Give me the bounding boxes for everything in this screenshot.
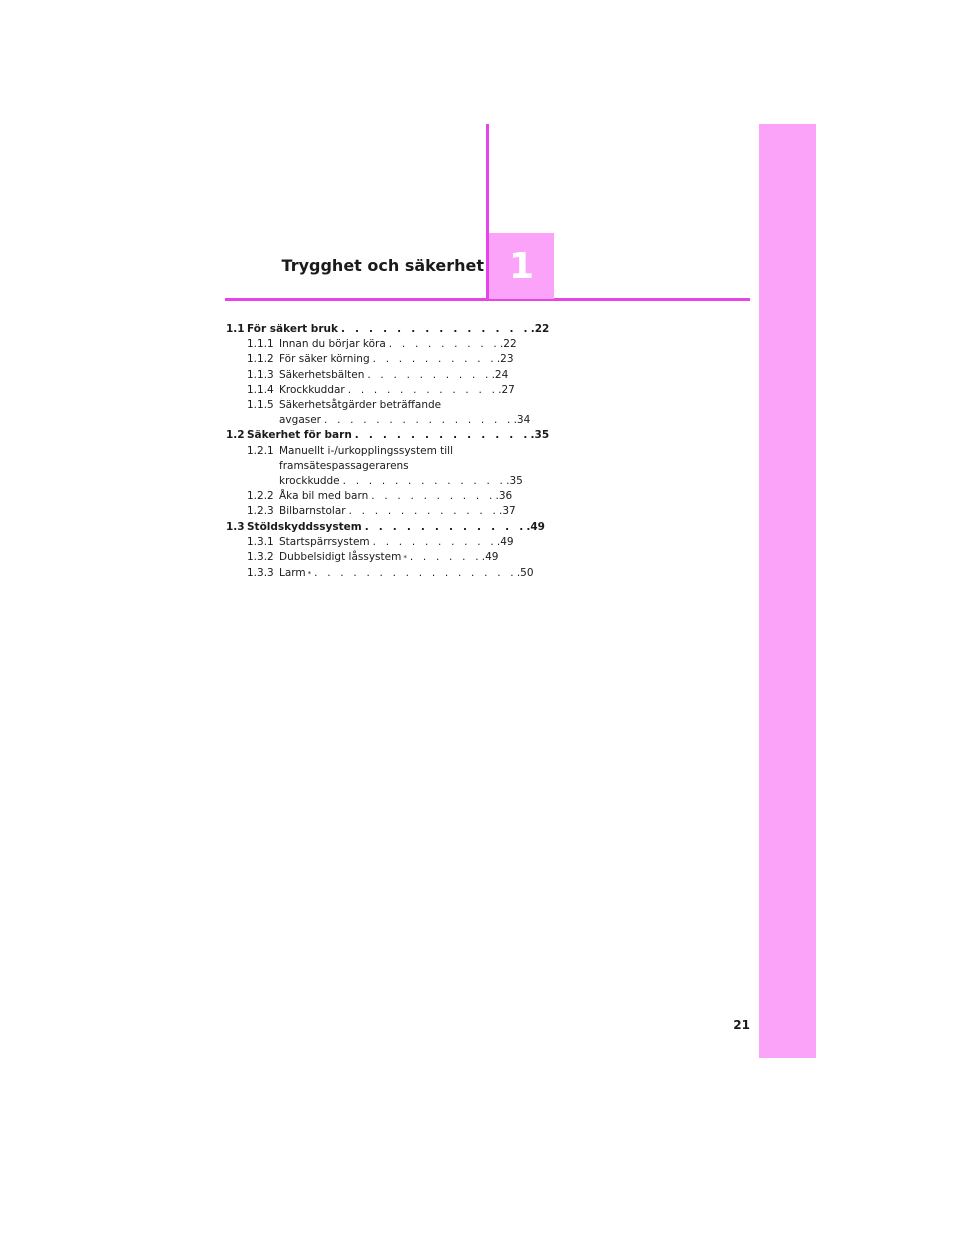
toc-entry-1-2-2[interactable] bbox=[226, 489, 513, 504]
toc-entry-1-1-3[interactable] bbox=[226, 368, 509, 383]
toc-entry-1-3-1[interactable] bbox=[226, 535, 514, 550]
toc-entry-1-2-1-line2: framsätespassagerarens bbox=[279, 459, 409, 472]
toc-page: .37 bbox=[498, 505, 516, 518]
toc-leader: . . . . . . . . . . . . bbox=[364, 520, 527, 533]
toc-entry-1-1-1[interactable] bbox=[226, 337, 517, 352]
toc-page: .35 bbox=[506, 475, 523, 488]
toc-page: .49 bbox=[481, 551, 499, 564]
toc-leader: . . . . . . . . . . bbox=[371, 490, 496, 503]
toc-page: .35 bbox=[530, 429, 550, 442]
toc-page: .36 bbox=[495, 490, 513, 503]
toc-number: 1.2 bbox=[226, 429, 245, 442]
toc-leader: . . . . . . bbox=[409, 551, 482, 564]
toc-page: .49 bbox=[496, 535, 514, 548]
toc-leader: . . . . . . . . . . . . . bbox=[342, 475, 507, 488]
toc-number: 1.1.2 bbox=[247, 353, 274, 366]
toc-number: 1.2.2 bbox=[247, 490, 274, 503]
toc-label: Innan du börjar köra bbox=[279, 338, 386, 351]
toc-label: avgaser bbox=[279, 414, 321, 427]
toc-number: 1.3 bbox=[226, 520, 245, 533]
toc-page: .49 bbox=[526, 520, 545, 533]
chapter-number-box bbox=[489, 233, 554, 299]
toc-label: Säkerhet för barn bbox=[247, 429, 352, 442]
header-horizontal-rule bbox=[225, 298, 750, 301]
chapter-side-tab bbox=[759, 124, 816, 1058]
toc-entry-1-3-3[interactable] bbox=[226, 566, 534, 582]
toc-label: Åka bil med barn bbox=[279, 490, 369, 503]
toc-page: .24 bbox=[491, 368, 509, 381]
toc-label: Startspärrsystem bbox=[279, 535, 370, 548]
toc-label: Krockkuddar bbox=[279, 383, 345, 396]
toc-label: För säkert bruk bbox=[247, 323, 338, 335]
toc-entry-1-2-1[interactable] bbox=[226, 444, 468, 459]
toc-leader: . . . . . . . . . . . . . . . . bbox=[314, 567, 517, 580]
toc-entry-1-1-5-cont[interactable] bbox=[226, 413, 531, 428]
toc-number: 1.1.5 bbox=[247, 399, 274, 412]
toc-leader: . . . . . . . . . . . . . bbox=[354, 429, 531, 442]
toc-label: Säkerhetsåtgärder beträffande bbox=[279, 399, 442, 412]
toc-label: Larm bbox=[279, 567, 306, 580]
toc-label: Manuellt i-/urkopplingssystem till bbox=[279, 444, 454, 457]
page-number: 21 bbox=[733, 1018, 750, 1032]
toc-label: Dubbelsidigt låssystem bbox=[279, 551, 402, 564]
toc-leader: . . . . . . . . . . . . bbox=[347, 383, 499, 396]
toc-number: 1.3.3 bbox=[247, 567, 274, 580]
toc-number: 1.1.3 bbox=[247, 368, 274, 381]
toc-page: .23 bbox=[496, 353, 514, 366]
asterisk-marker: * bbox=[403, 554, 407, 563]
toc-leader: . . . . . . . . . . bbox=[372, 353, 497, 366]
toc-leader: . . . . . . . . . bbox=[388, 338, 500, 351]
toc-number: 1.2.3 bbox=[247, 505, 274, 518]
toc-label: Stöldskyddssystem bbox=[247, 520, 362, 533]
toc-entry-1-2-1-cont[interactable] bbox=[226, 474, 523, 489]
toc-label: Bilbarnstolar bbox=[279, 505, 346, 518]
toc-entry-1-3[interactable] bbox=[226, 520, 545, 535]
toc-label: Säkerhetsbälten bbox=[279, 368, 365, 381]
toc-entry-1-2[interactable] bbox=[226, 428, 550, 443]
toc-entry-1-3-2[interactable] bbox=[226, 550, 499, 566]
toc-number: 1.1 bbox=[226, 323, 245, 335]
toc-leader: . . . . . . . . . . bbox=[367, 368, 492, 381]
toc-leader: . . . . . . . . . . . . . . bbox=[340, 323, 531, 335]
table-of-contents bbox=[226, 322, 550, 582]
toc-number: 1.1.4 bbox=[247, 383, 274, 396]
toc-entry-1-1-2[interactable] bbox=[226, 352, 514, 367]
toc-page: .22 bbox=[499, 338, 517, 351]
toc-entry-1-2-3[interactable] bbox=[226, 504, 516, 519]
toc-entry-1-1-5[interactable] bbox=[226, 398, 468, 413]
toc-page: .27 bbox=[498, 383, 515, 396]
toc-leader: . . . . . . . . . . . . . . . bbox=[324, 414, 514, 427]
toc-leader: . . . . . . . . . . . . bbox=[348, 505, 499, 518]
toc-number: 1.3.1 bbox=[247, 535, 274, 548]
toc-label: För säker körning bbox=[279, 353, 370, 366]
toc-page: .22 bbox=[530, 323, 550, 335]
toc-page: .50 bbox=[516, 567, 534, 580]
toc-page: .34 bbox=[513, 414, 531, 427]
toc-leader: . . . . . . . . . . bbox=[372, 535, 497, 548]
toc-number: 1.1.1 bbox=[247, 338, 274, 351]
toc-entry-1-1[interactable] bbox=[226, 322, 550, 337]
toc-entry-1-1-4[interactable] bbox=[226, 383, 515, 398]
toc-label: krockkudde bbox=[279, 475, 340, 488]
chapter-number: 1 bbox=[508, 245, 535, 287]
asterisk-marker: * bbox=[307, 570, 312, 579]
toc-number: 1.2.1 bbox=[247, 444, 274, 457]
toc-number: 1.3.2 bbox=[247, 551, 274, 564]
chapter-title: Trygghet och säkerhet bbox=[281, 256, 484, 275]
